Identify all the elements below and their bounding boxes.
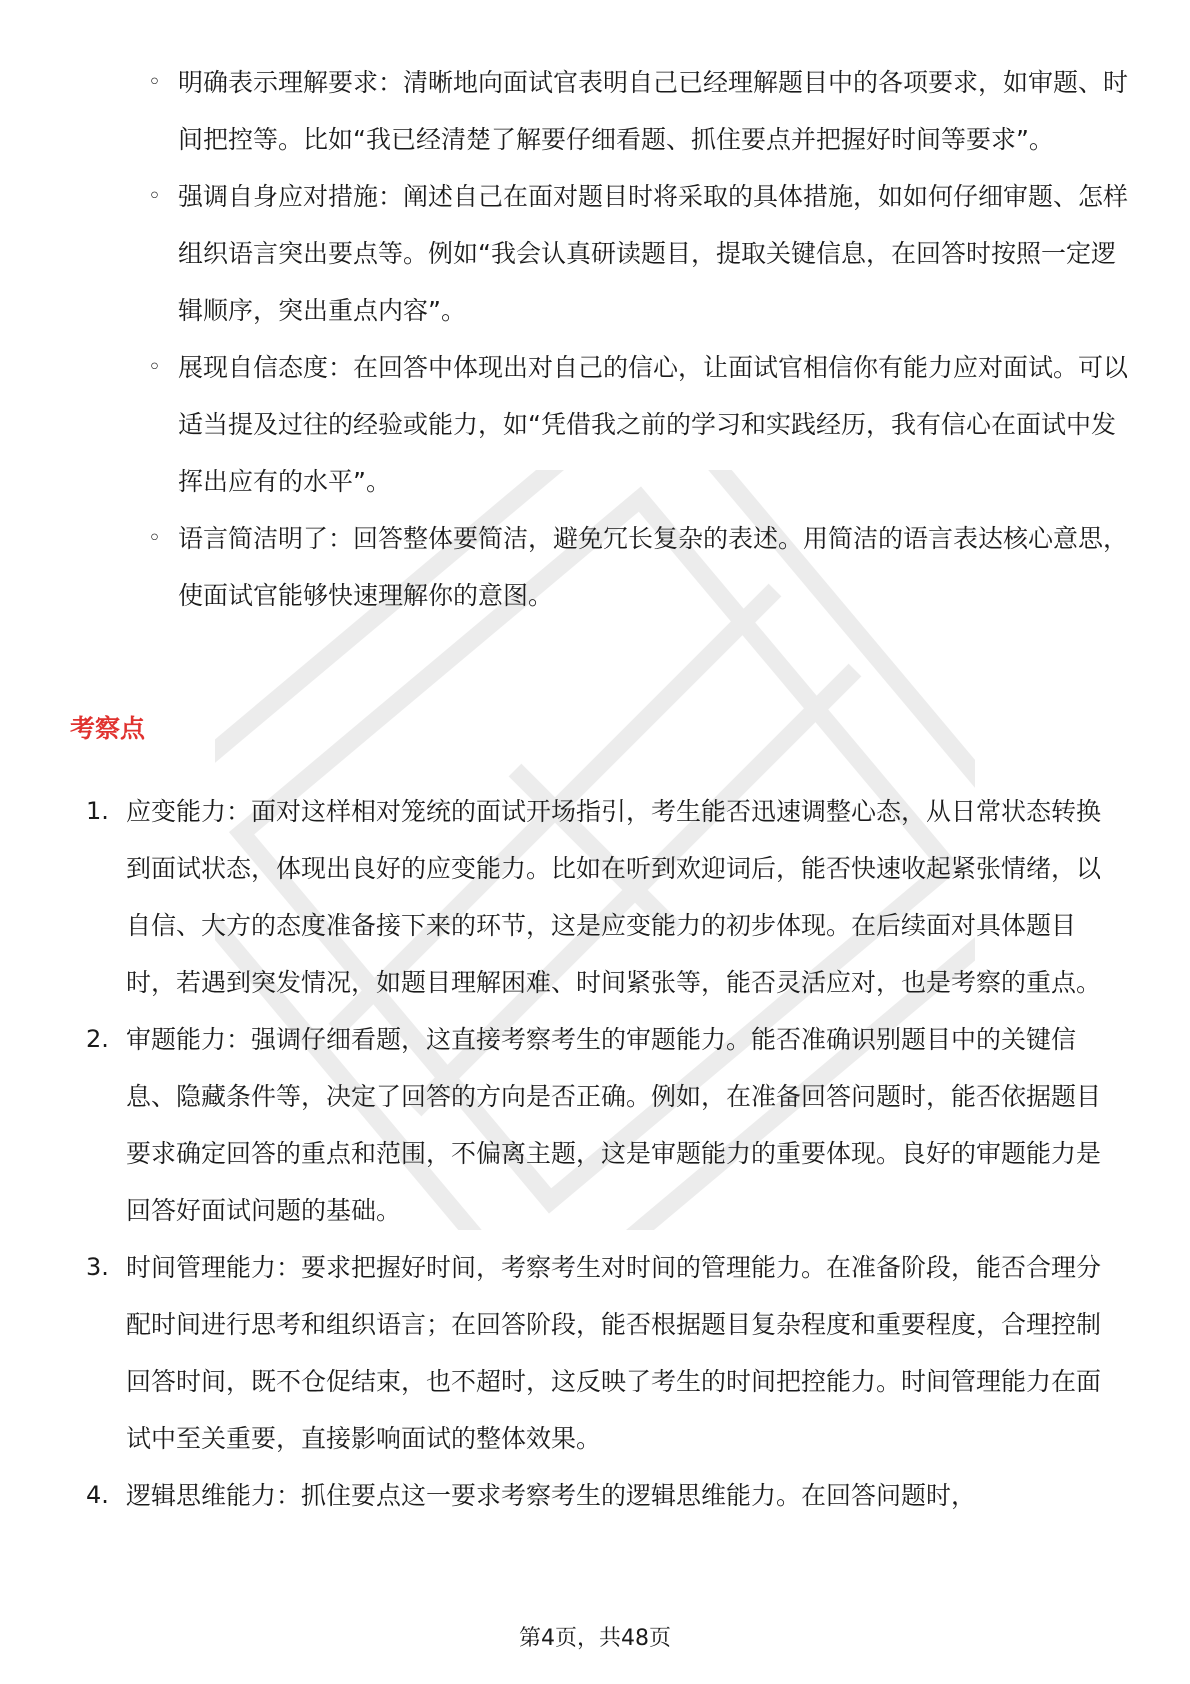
list-item bbox=[86, 1467, 1116, 1524]
page-footer: 第4页，共48页 bbox=[519, 1626, 671, 1651]
list-item bbox=[86, 783, 1116, 1011]
bullet-text: 展现自信态度：在回答中体现出对自己的信心，让面试官相信你有能力应对面试。可以适当提及过往的经验或能力，如“凭借我之前的学习和实践经历，我有信心在面试中发挥出应有的水平”。 bbox=[178, 353, 1129, 496]
item-number: 2. bbox=[86, 1025, 109, 1053]
item-number: 3. bbox=[86, 1253, 109, 1281]
numbered-list bbox=[86, 783, 1116, 1524]
item-number: 1. bbox=[86, 797, 109, 825]
bullet-marker: ◦ bbox=[148, 526, 161, 551]
bullet-text: 强调自身应对措施：阐述自己在面对题目时将采取的具体措施，如如何仔细审题、怎样组织语言突出要点等。例如“我会认真研读题目，提取关键信息，在回答时按照一定逻辑顺序，突出重点内容”。 bbox=[178, 182, 1129, 325]
bullet-list bbox=[148, 54, 1128, 624]
list-item bbox=[148, 339, 1128, 510]
list-item bbox=[86, 1011, 1116, 1239]
bullet-text: 语言简洁明了：回答整体要简洁，避免冗长复杂的表述。用简洁的语言表达核心意思，使面试官能够快速理解你的意图。 bbox=[178, 524, 1129, 610]
list-item bbox=[148, 54, 1128, 168]
list-item bbox=[148, 168, 1128, 339]
list-item bbox=[148, 510, 1128, 624]
item-number: 4. bbox=[86, 1481, 109, 1509]
item-text: 应变能力：面对这样相对笼统的面试开场指引，考生能否迅速调整心态，从日常状态转换到面试状态，体现出良好的应变能力。比如在听到欢迎词后，能否快速收起紧张情绪，以自信、大方的态度准备接下来的环节，这是应变能力的初步体现。在后续面对具体题目时，若遇到突发情况，如题目理解困难、时间紧张等，能否灵活应对，也是考察的重点。 bbox=[126, 797, 1102, 997]
bullet-text: 明确表示理解要求：清晰地向面试官表明自己已经理解题目中的各项要求，如审题、时间把控等。比如“我已经清楚了解要仔细看题、抓住要点并把握好时间等要求”。 bbox=[178, 68, 1129, 154]
bullet-marker: ◦ bbox=[148, 355, 161, 380]
list-item bbox=[86, 1239, 1116, 1467]
bullet-marker: ◦ bbox=[148, 70, 161, 95]
section-title: 考察点 bbox=[70, 714, 146, 743]
item-text: 审题能力：强调仔细看题，这直接考察考生的审题能力。能否准确识别题目中的关键信息、隐藏条件等，决定了回答的方向是否正确。例如，在准备回答问题时，能否依据题目要求确定回答的重点和范围，不偏离主题，这是审题能力的重要体现。良好的审题能力是回答好面试问题的基础。 bbox=[126, 1025, 1102, 1225]
bullet-marker: ◦ bbox=[148, 184, 161, 209]
item-text: 时间管理能力：要求把握好时间，考察考生对时间的管理能力。在准备阶段，能否合理分配时间进行思考和组织语言；在回答阶段，能否根据题目复杂程度和重要程度，合理控制回答时间，既不仓促结束，也不超时，这反映了考生的时间把控能力。时间管理能力在面试中至关重要，直接影响面试的整体效果。 bbox=[126, 1253, 1102, 1453]
item-text: 逻辑思维能力：抓住要点这一要求考察考生的逻辑思维能力。在回答问题时， bbox=[126, 1481, 977, 1510]
